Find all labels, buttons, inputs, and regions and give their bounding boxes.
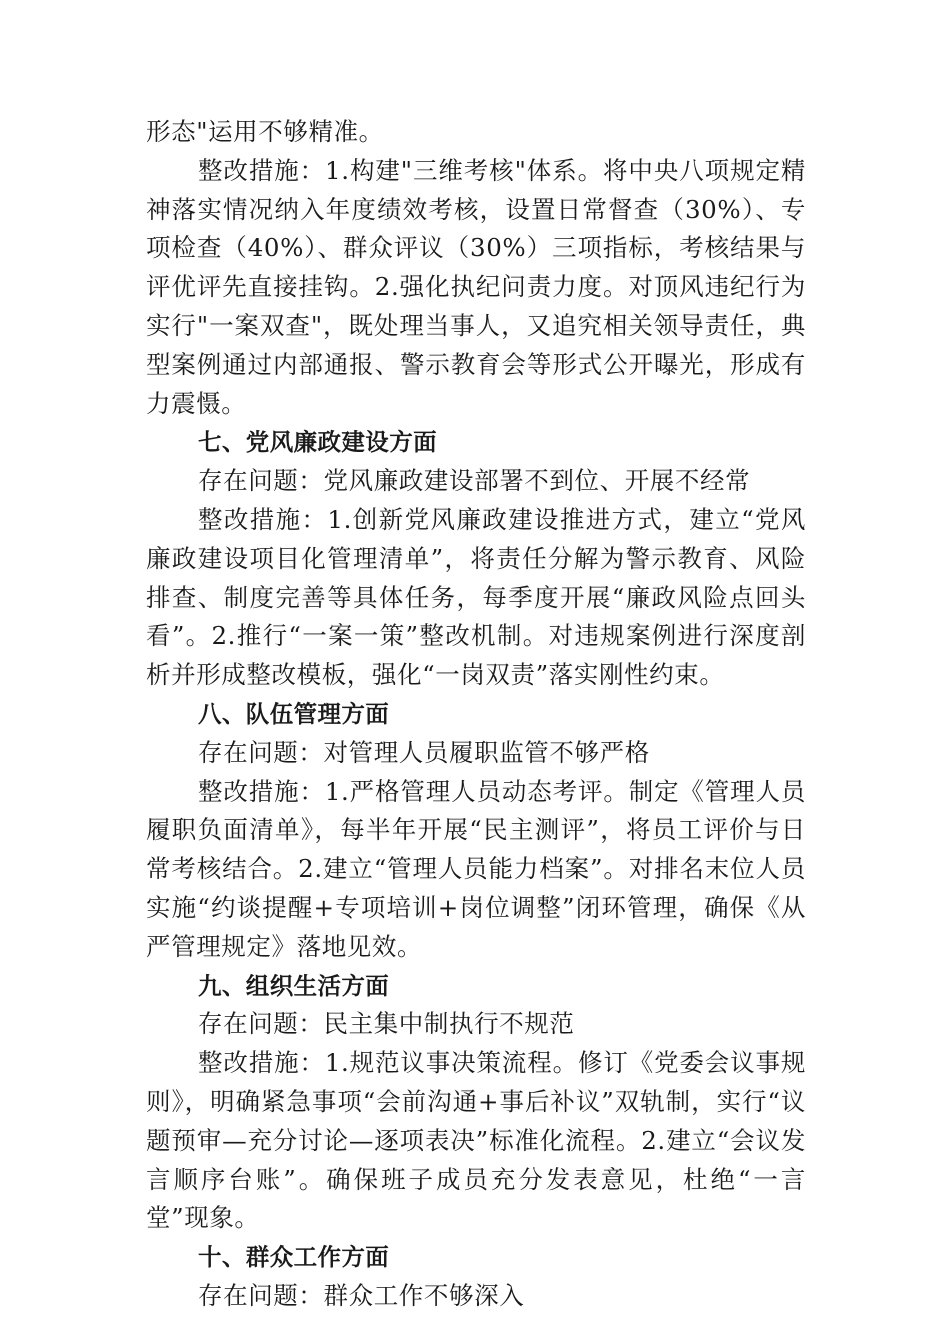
paragraph-problem-8: 存在问题：对管理人员履职监管不够严格: [198, 737, 650, 767]
paragraph-continuation: 形态"运用不够精准。: [146, 117, 384, 146]
paragraph-measures-7: 整改措施：1.创新党风廉政建设推进方式，建立“党风廉政建设项目化管理清单”，将责任分解为警示教育、风险排查、制度完善等具体任务，每季度开展“廉政风险点回头看”。2.推行“一案一策”整改机制。对违规案例进行深度剖析并形成整改模板，强化“一岗双责”落实刚性约束。: [146, 504, 806, 690]
paragraph-measures-8: 整改措施：1.严格管理人员动态考评。制定《管理人员履职负面清单》，每半年开展“民主测评”，将员工评价与日常考核结合。2.建立“管理人员能力档案”。对排名末位人员实施“约谈提醒+专项培训+岗位调整”闭环管理，确保《从严管理规定》落地见效。: [146, 776, 806, 961]
document-page: [146, 113, 806, 1316]
section-heading-8: 八、队伍管理方面: [198, 699, 390, 728]
paragraph-problem-10: 存在问题：群众工作不够深入: [198, 1280, 525, 1310]
paragraph-measures-9: 整改措施：1.规范议事决策流程。修订《党委会议事规则》，明确紧急事项“会前沟通+事后补议”双轨制，实行“议题预审—充分讨论—逐项表决”标准化流程。2.建立“会议发言顺序台账”。确保班子成员充分发表意见，杜绝“一言堂”现象。: [146, 1048, 806, 1233]
paragraph-problem-9: 存在问题：民主集中制执行不规范: [198, 1009, 575, 1039]
paragraph-problem-7: 存在问题：党风廉政建设部署不到位、开展不经常: [198, 466, 751, 496]
section-heading-9: 九、组织生活方面: [198, 971, 390, 1000]
section-heading-10: 十、群众工作方面: [198, 1243, 390, 1272]
section-heading-7: 七、党风廉政建设方面: [198, 428, 437, 457]
paragraph-measures-6: 整改措施：1.构建"三维考核"体系。将中央八项规定精神落实情况纳入年度绩效考核，设置日常督查（30%）、专项检查（40%）、群众评议（30%）三项指标，考核结果与评优评先直接挂钩。2.强化执纪问责力度。对顶风违纪行为实行"一案双查"，既处理当事人，又追究相关领导责任，典型案例通过内部通报、警示教育会等形式公开曝光，形成有力震慑。: [146, 155, 806, 418]
